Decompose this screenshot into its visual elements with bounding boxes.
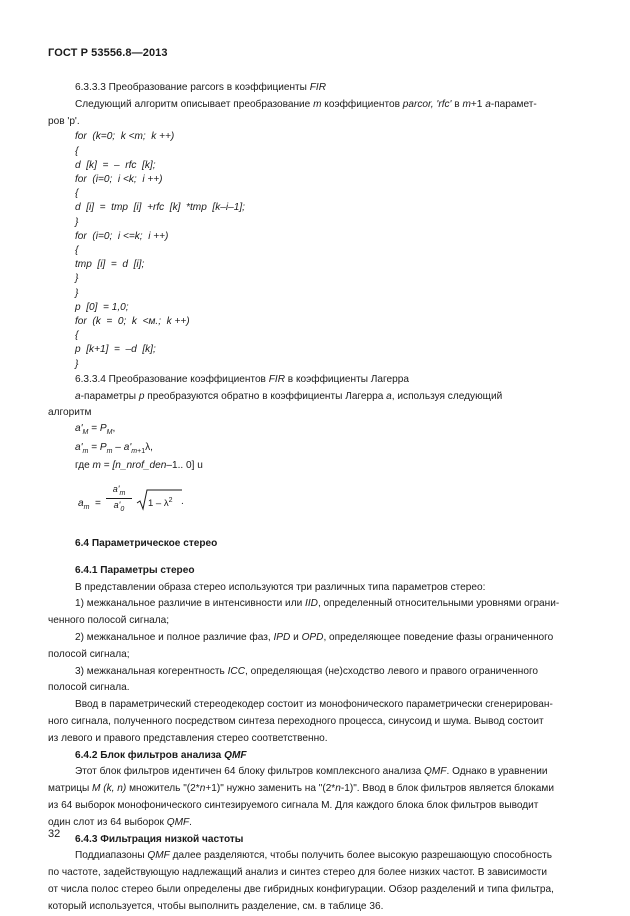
paragraph-lowpass-cont2: от числа полос стерео были определены две гибридных конфигурации. Обзор разделений и типа фильтра, [48,883,554,895]
formula-fraction [106,484,132,513]
code-line: } [75,287,79,299]
code-line: p [k+1] = –d [k]; [75,344,156,356]
list-item-iid: 1) межканальное различие в интенсивности или IID, определенный относительными уровнями ограни- [75,598,560,610]
paragraph-qmf-bank-cont: матрицы M (k, n) множитель "(2*n+1)" нужно заменить на "(2*n-1)". Ввод в блок фильтров является блоками [48,783,554,795]
code-line: } [75,216,79,228]
section-6-4-3-title: 6.4.3 Фильтрация низкой частоты [75,833,244,845]
paragraph-decoder-input-end: из левого и правого представления стерео соответственно. [48,732,328,744]
code-line: { [75,145,79,157]
list-item-icc: 3) межканальная когерентность ICC, определяющая (не)сходство левого и правого ограниченного [75,665,539,677]
list-item-ipd-opd-cont: полосой сигнала; [48,648,130,660]
paragraph-laguerre-intro: a-параметры p преобразуются обратно в коэффициенты Лагерра a, используя следующий [75,390,503,402]
list-item-ipd-opd: 2) межканальное и полное различие фаз, IPD и OPD, определяющее поведение фазы ограниченного [75,632,554,644]
code-line: { [75,245,79,257]
code-line: for (i=0; i <=k; i ++) [75,230,169,242]
code-block-parcor [48,130,584,371]
paragraph-qmf-bank: Этот блок фильтров идентичен 64 блоку фильтров комплексного анализа QMF. Однако в уравнении [75,766,548,778]
paragraph-parcor-intro-cont: ров 'p'. [48,115,80,127]
formula-a-m: $a'_m = P_m - a'_{m+1}\lambda$, [75,441,153,455]
paragraph-decoder-input: Ввод в параметрический стереодекодер состоит из монофонического параметрически сгенерирован- [75,699,553,711]
code-line: p [0] = 1,0; [75,301,129,313]
formula-numerator: $a'_m$ [106,484,132,499]
paragraph-qmf-bank-cont2: из 64 выборок монофонического синтезируемого сигнала М. Для каждого блока блок фильтров выводит [48,800,539,811]
page-number: 32 [48,828,61,840]
section-6-4-1-title: 6.4.1 Параметры стерео [75,564,195,576]
section-6-4-title: 6.4 Параметрическое стерео [75,538,218,550]
list-item-iid-cont: ченного полосой сигнала; [48,615,170,627]
section-6-3-3-4-title: 6.3.3.4 Преобразование коэффициентов FIR в коэффициенты Лагерра [75,373,409,385]
paragraph-lowpass-cont: по частоте, задействующую надлежащий анализ и синтез стерео для более низких частот. В зависимости [48,867,548,879]
formula-laguerre-coefficient [48,480,584,524]
paragraph-stereo-params: В представлении образа стерео используются три различных типа параметров стерео: [75,581,486,593]
code-line: { [75,330,79,342]
paragraph-lowpass: Поддиапазоны QMF далее разделяются, чтобы получить более высокую разрешающую способность [75,850,553,862]
formula-radicand: $1 - \lambda^2$ [148,497,173,510]
paragraph-laguerre-intro-cont: алгоритм [48,407,92,419]
document-body [48,80,584,916]
section-6-3-3-3-title: 6.3.3.3 Преобразование parcors в коэффициенты FIR [75,82,327,93]
code-line: d [i] = tmp [i] +rfc [k] *tmp [k–i–1]; [75,202,245,214]
code-line: for (k=0; k <m; k ++) [75,131,175,143]
list-item-icc-cont: полосой сигнала. [48,682,130,694]
code-line: d [k] = – rfc [k]; [75,159,156,171]
paragraph-lowpass-end: который используется, чтобы выполнить разделение, см. в таблице 36. [48,900,384,912]
code-line: for (i=0; i <k; i ++) [75,174,163,185]
paragraph-decoder-input-cont: ного сигнала, полученного посредством синтеза переходного процесса, синусоид и шума. Вывод состоит [48,716,544,728]
formula-a-M: $a'_M = P_M$, [75,423,116,437]
paragraph-parcor-intro: Следующий алгоритм описывает преобразование m коэффициентов parcor, 'rfc' в m+1 a-парамет- [75,98,537,110]
document-header: ГОСТ Р 53556.8—2013 [48,47,168,59]
code-line: } [75,273,79,285]
formula-equals: = [95,498,101,510]
paragraph-qmf-bank-end: один слот из 64 выборок QMF. [48,816,192,828]
section-6-4-2-title: 6.4.2 Блок фильтров анализа QMF [75,749,247,761]
code-line: { [75,188,79,200]
formula-where-m: где m = [n_nrof_den–1.. 0] u [75,460,203,472]
formula-lhs: $a_m$ [78,498,90,512]
code-line: tmp [i] = d [i]; [75,259,145,271]
formula-denominator: $a'_0$ [113,499,125,513]
code-line: for (k = 0; k <м.; k ++) [75,316,190,328]
formula-period: . [181,496,184,508]
code-line: } [75,358,79,370]
